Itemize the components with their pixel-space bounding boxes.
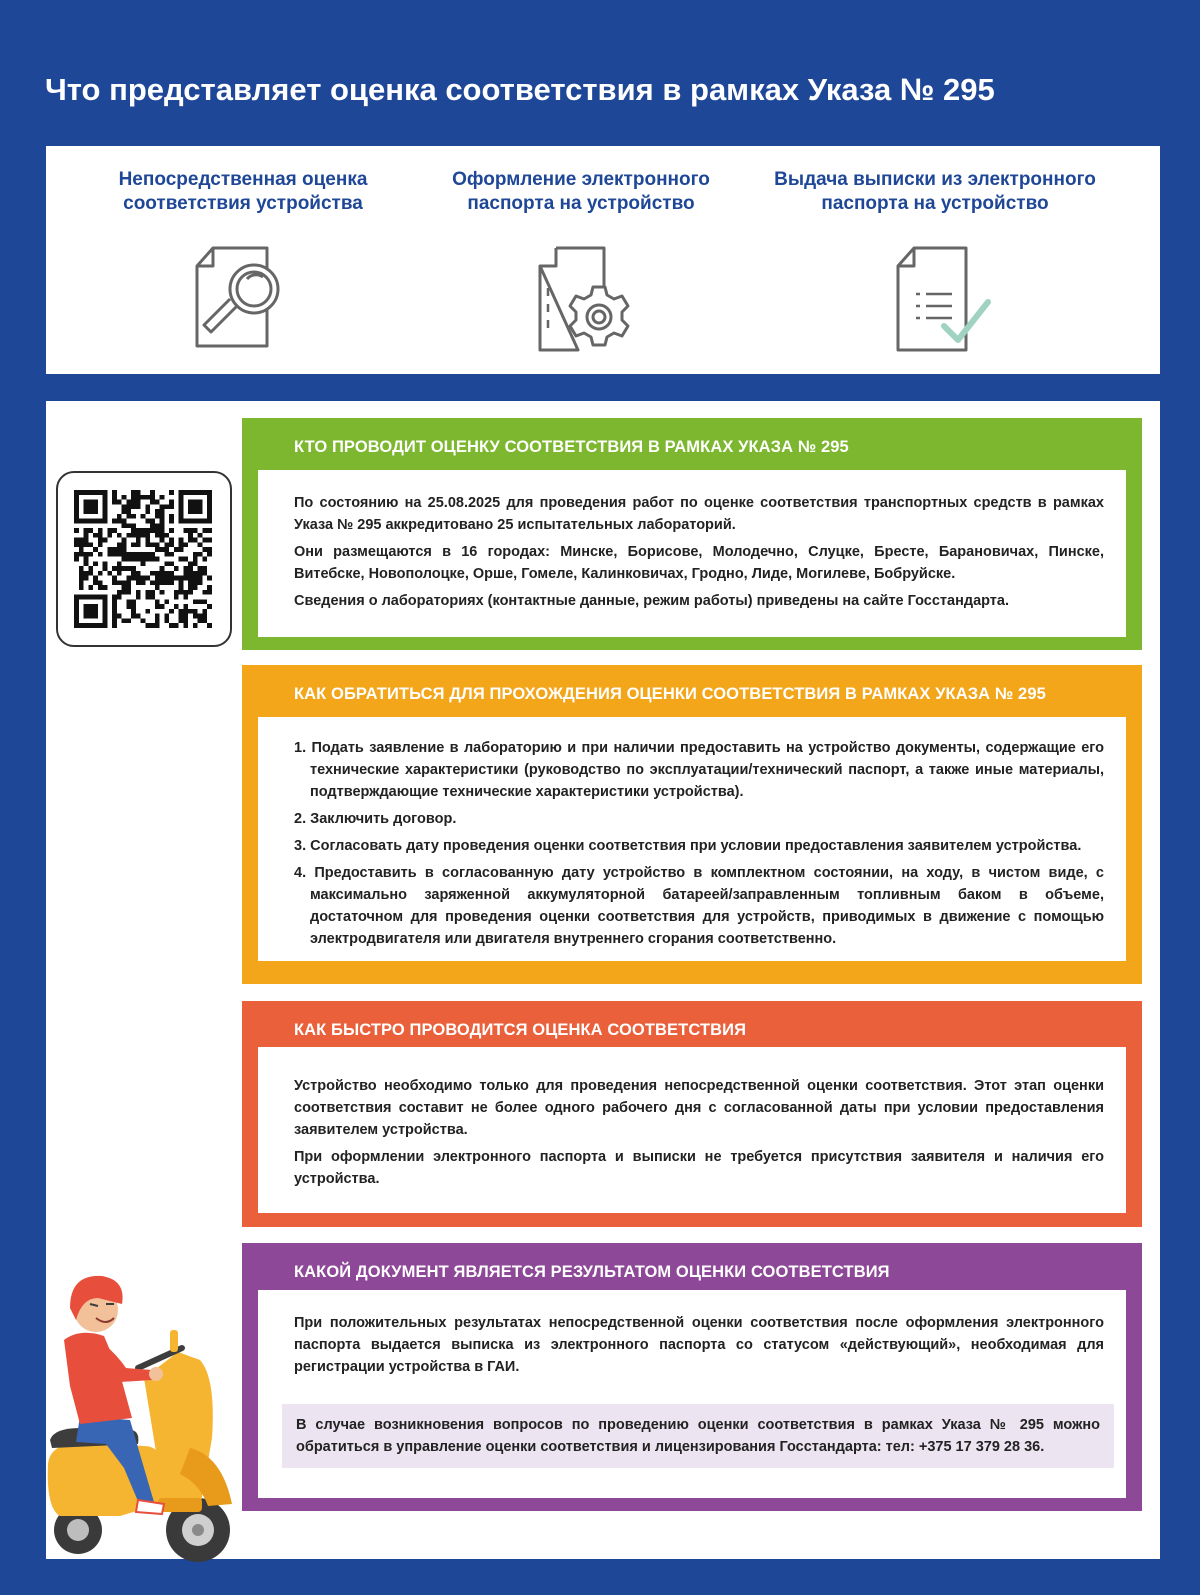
section-how-to-apply-heading: КАК ОБРАТИТЬСЯ ДЛЯ ПРОХОЖДЕНИЯ ОЦЕНКИ СООТВЕТСТВИЯ В РАМКАХ УКАЗА № 295 — [294, 685, 1046, 703]
scooter-rider-illustration — [40, 1268, 240, 1568]
section-who-paragraph: Они размещаются в 16 городах: Минске, Борисове, Молодечно, Слуцке, Бресте, Барановичах, Пинске, Витебске, Новополоцке, Орше, Гомеле, Калинковичах, Гродно, Лиде, Могилеве, Бобруйске. — [294, 544, 1104, 582]
list-item: 1. Подать заявление в лабораторию и при наличии предоставить на устройство документы, содержащие его технические характеристики (руководство по эксплуатации/технический паспорт, а также иные материалы, подтверждающие технические характеристики устройства). — [294, 740, 1104, 800]
section-how-fast-paragraph: При оформлении электронного паспорта и выписки не требуется присутствия заявителя и наличия его устройства. — [294, 1149, 1104, 1187]
document-checkmark-icon — [892, 244, 1002, 356]
steps-list — [294, 737, 1104, 950]
section-who-heading: КТО ПРОВОДИТ ОЦЕНКУ СООТВЕТСТВИЯ В РАМКАХ УКАЗА № 295 — [294, 438, 849, 456]
steps-panel — [46, 146, 1160, 374]
section-who-body — [258, 470, 1126, 637]
section-how-fast-paragraph: Устройство необходимо только для проведения непосредственной оценки соответствия. Этот этап оценки соответствия составит не более одного рабочего дня с согласованной даты при условии предоставления заявителем устройства. — [294, 1078, 1104, 1138]
list-item: 4. Предоставить в согласованную дату устройство в комплектном состоянии, на ходу, в чистом виде, с максимально заряженной аккумуляторной батареей/заправленным топливным баком в объеме, достаточном для проведения оценки соответствия для устройств, приводимых в движение с помощью электродвигателя или двигателя внутреннего сгорания соответственно. — [294, 865, 1104, 947]
list-item: 2. Заключить договор. — [294, 811, 457, 827]
section-result-document-body — [258, 1290, 1126, 1498]
qr-code-icon — [74, 490, 212, 628]
section-who-paragraph: По состоянию на 25.08.2025 для проведения работ по оценке соответствия транспортных средств в рамках Указа № 295 аккредитовано 25 испытательных лабораторий. — [294, 495, 1104, 533]
page-title: Что представляет оценка соответствия в рамках Указа № 295 — [45, 72, 995, 107]
section-result-document — [242, 1243, 1142, 1511]
document-gear-icon — [534, 244, 644, 354]
contact-info-text: В случае возникновения вопросов по проведению оценки соответствия в рамках Указа № 295 можно обратиться в управление оценки соответствия и лицензирования Госстандарта: тел: +375 17 379 28 36. — [296, 1417, 1100, 1455]
section-how-to-apply-body — [258, 717, 1126, 961]
list-item: 3. Согласовать дату проведения оценки соответствия при условии предоставления заявителем устройства. — [294, 838, 1082, 854]
step-1-label: Непосредственная оценка соответствия устройства — [118, 169, 368, 214]
section-who-paragraph: Сведения о лабораториях (контактные данные, режим работы) приведены на сайте Госстандарта. — [294, 593, 1009, 609]
section-how-fast-heading: КАК БЫСТРО ПРОВОДИТСЯ ОЦЕНКА СООТВЕТСТВИЯ — [294, 1021, 747, 1039]
contact-info-box — [282, 1404, 1114, 1468]
step-2-label: Оформление электронного паспорта на устройство — [452, 169, 710, 214]
section-how-fast — [242, 1001, 1142, 1227]
step-3-label: Выдача выписки из электронного паспорта на устройство — [774, 169, 1096, 214]
section-who — [242, 418, 1142, 650]
document-magnifier-icon — [191, 244, 301, 354]
section-result-document-paragraph: При положительных результатах непосредственной оценки соответствия после оформления электронного паспорта выдается выписка из электронного паспорта со статусом «действующий», необходимая для регистрации устройства в ГАИ. — [294, 1315, 1104, 1375]
qr-code[interactable] — [56, 471, 232, 647]
section-how-fast-body — [258, 1047, 1126, 1213]
section-how-to-apply — [242, 665, 1142, 984]
section-result-document-heading: КАКОЙ ДОКУМЕНТ ЯВЛЯЕТСЯ РЕЗУЛЬТАТОМ ОЦЕНКИ СООТВЕТСТВИЯ — [294, 1263, 890, 1281]
